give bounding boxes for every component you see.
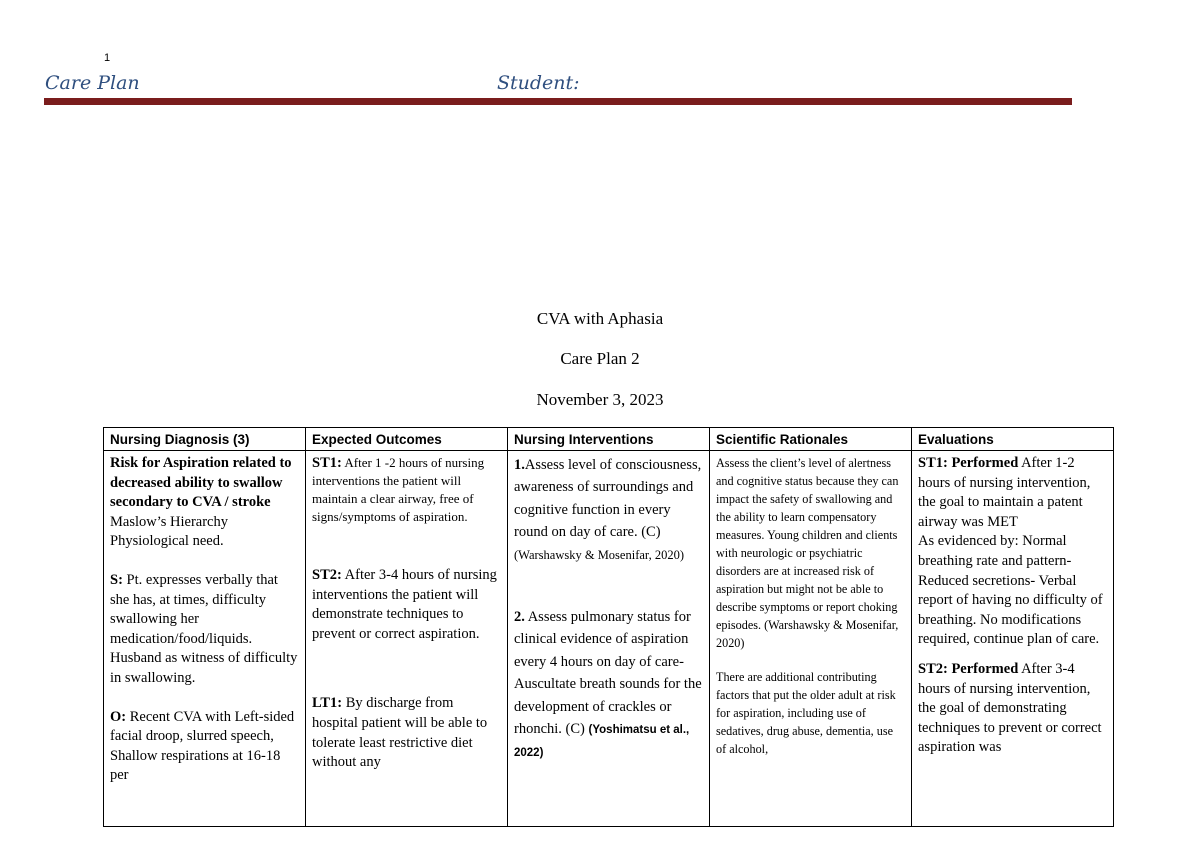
header-care-plan: Care Plan xyxy=(45,72,140,94)
intervention-1-citation: (Warshawsky & Mosenifar, 2020) xyxy=(514,547,684,562)
objective-text: Recent CVA with Left-sided facial droop, slurred speech, Shallow respirations at 16-18 per xyxy=(110,708,295,784)
cell-outcomes xyxy=(306,451,508,827)
eval-st1-text: After 1-2 hours of nursing intervention, the goal to maintain a patent airway was MET xyxy=(918,455,1091,530)
doc-title: CVA with Aphasia xyxy=(536,309,664,328)
st1-label: ST1: xyxy=(312,455,342,471)
outcome-st2 xyxy=(312,566,501,644)
care-plan-table xyxy=(103,427,1114,827)
doc-subtitle: Care Plan 2 xyxy=(560,349,640,368)
cell-interventions xyxy=(508,451,710,827)
diagnosis-objective xyxy=(110,708,299,786)
intervention-2-citation: (Yoshimatsu et al., 2022) xyxy=(514,724,690,760)
st2-label: ST2: xyxy=(312,567,342,583)
header-evaluations: Evaluations xyxy=(912,428,1114,451)
header-expected-outcomes: Expected Outcomes xyxy=(306,428,508,451)
st2-text: After 3-4 hours of nursing interventions the patient will demonstrate techniques to prevent or correct aspiration. xyxy=(312,567,497,642)
st1-text: After 1 -2 hours of nursing interventions the patient will maintain a clear airway, free of signs/symptoms of aspiration. xyxy=(312,455,485,524)
diagnosis-subjective xyxy=(110,571,299,689)
header-rule xyxy=(44,98,1072,105)
intervention-2-text: Assess pulmonary status for clinical evidence of aspiration every 4 hours on day of care- Auscultate breath sounds for the development of crackles or rhonchi. (C) xyxy=(514,609,702,738)
cell-diagnosis xyxy=(104,451,306,827)
intervention-2 xyxy=(514,606,703,765)
rationale-2: There are additional contributing factors that put the older adult at risk for aspiration, including use of sedatives, drug abuse, dementia, use of alcohol, xyxy=(716,670,896,756)
outcome-st1 xyxy=(312,454,501,526)
lt1-label: LT1: xyxy=(312,695,343,712)
diagnosis-maslow: Maslow’s Hierarchy Physiological need. xyxy=(110,513,228,550)
intervention-1-label: 1. xyxy=(514,457,525,473)
intervention-2-label: 2. xyxy=(514,609,525,626)
subjective-label: S: xyxy=(110,571,123,588)
intervention-1 xyxy=(514,454,703,544)
header-student: Student: xyxy=(497,72,580,94)
header-nursing-interventions: Nursing Interventions xyxy=(508,428,710,451)
table-header-row xyxy=(104,428,1114,451)
header-scientific-rationales: Scientific Rationales xyxy=(710,428,912,451)
rationale-1: Assess the client’s level of alertness and cognitive status because they can impact the safety of swallowing and the ability to learn compensatory measures. Young children and clients with neurologic or psychiatric disorders are at increased risk of aspiration but might not be able to describe symptoms or report choking episodes. (Warshawsky & Mosenifar, 2020) xyxy=(716,456,899,650)
objective-label: O: xyxy=(110,708,127,725)
table-row xyxy=(104,451,1114,827)
evaluation-st1 xyxy=(918,454,1107,532)
evaluation-st1-evidence: As evidenced by: Normal breathing rate and pattern- Reduced secretions- Verbal report of having no difficulty of breathing. No modifications required, continue plan of care. xyxy=(918,533,1103,648)
page-number: 1 xyxy=(104,52,111,64)
eval-st2-label: ST2: Performed xyxy=(918,660,1019,677)
lt1-text: By discharge from hospital patient will be able to tolerate least restrictive diet without any xyxy=(312,695,488,771)
eval-st2-text: After 3-4 hours of nursing intervention, the goal of demonstrating techniques to prevent or correct aspiration was xyxy=(918,660,1102,756)
eval-st1-label: ST1: Performed xyxy=(918,455,1019,471)
cell-evaluations xyxy=(912,451,1114,827)
outcome-lt1 xyxy=(312,694,501,772)
diagnosis-statement: Risk for Aspiration related to decreased ability to swallow secondary to CVA / stroke xyxy=(110,455,292,511)
cell-rationales xyxy=(710,451,912,827)
doc-date: November 3, 2023 xyxy=(536,390,664,409)
header-nursing-diagnosis: Nursing Diagnosis (3) xyxy=(104,428,306,451)
evaluation-st2 xyxy=(918,660,1107,758)
intervention-1-text: Assess level of consciousness, awareness of surroundings and cognitive function in every round on day of care. (C) xyxy=(514,457,702,541)
subjective-text: Pt. expresses verbally that she has, at times, difficulty swallowing her medication/food/liquids. Husband as witness of difficulty in swallowing. xyxy=(110,571,298,686)
